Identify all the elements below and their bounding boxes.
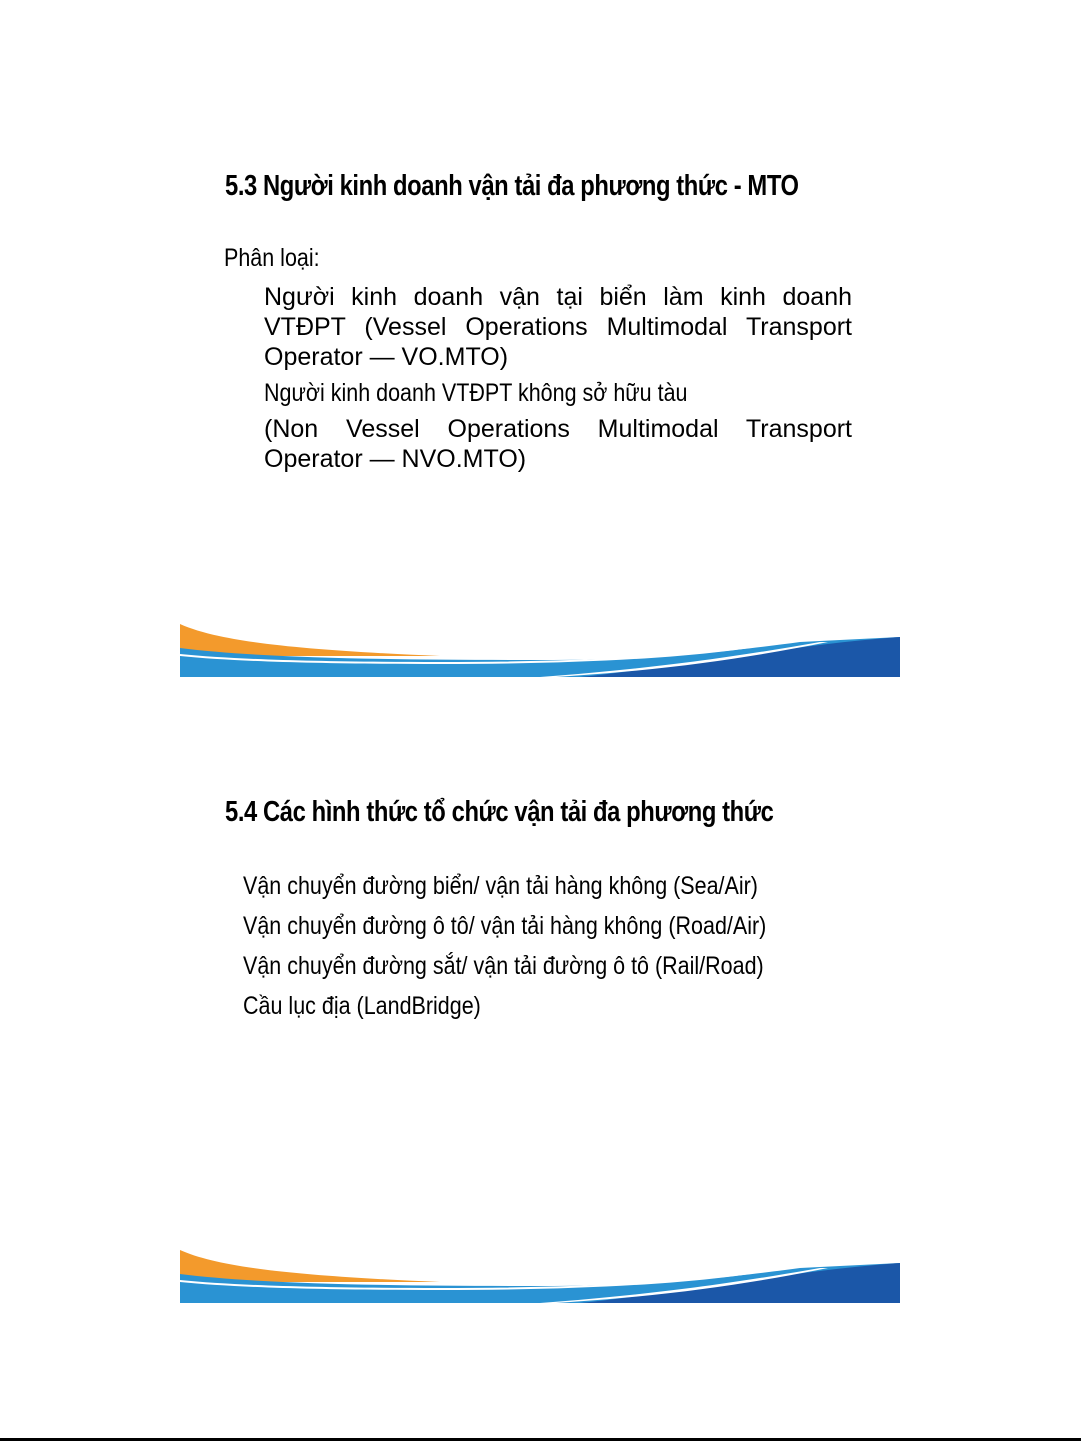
slide-heading: 5.4 Các hình thức tổ chức vận tải đa phương thức: [225, 796, 774, 828]
list-item: Cầu lục địa (LandBridge): [243, 992, 481, 1020]
wave-decoration-icon: [180, 1246, 900, 1306]
list-item: Vận chuyển đường ô tô/ vận tải hàng không (Road/Air): [243, 912, 767, 940]
list-item: Người kinh doanh VTĐPT không sở hữu tàu: [264, 379, 688, 407]
slide-forms: [0, 700, 1081, 1430]
list-item: Vận chuyển đường sắt/ vận tải đường ô tô (Rail/Road): [243, 952, 764, 980]
forms-list: [243, 870, 852, 1030]
classification-label: Phân loại:: [224, 244, 320, 272]
slide-mto: [0, 0, 1081, 700]
list-item: Vận chuyển đường biển/ vận tải hàng không (Sea/Air): [243, 872, 758, 900]
list-item: Người kinh doanh vận tại biển làm kinh doanh VTĐPT (Vessel Operations Multimodal Transport Operator — VO.MTO): [264, 283, 852, 371]
slide-heading: 5.3 Người kinh doanh vận tải đa phương thức - MTO: [225, 170, 799, 202]
list-item: (Non Vessel Operations Multimodal Transport Operator — NVO.MTO): [264, 415, 852, 473]
wave-decoration-icon: [180, 620, 900, 680]
